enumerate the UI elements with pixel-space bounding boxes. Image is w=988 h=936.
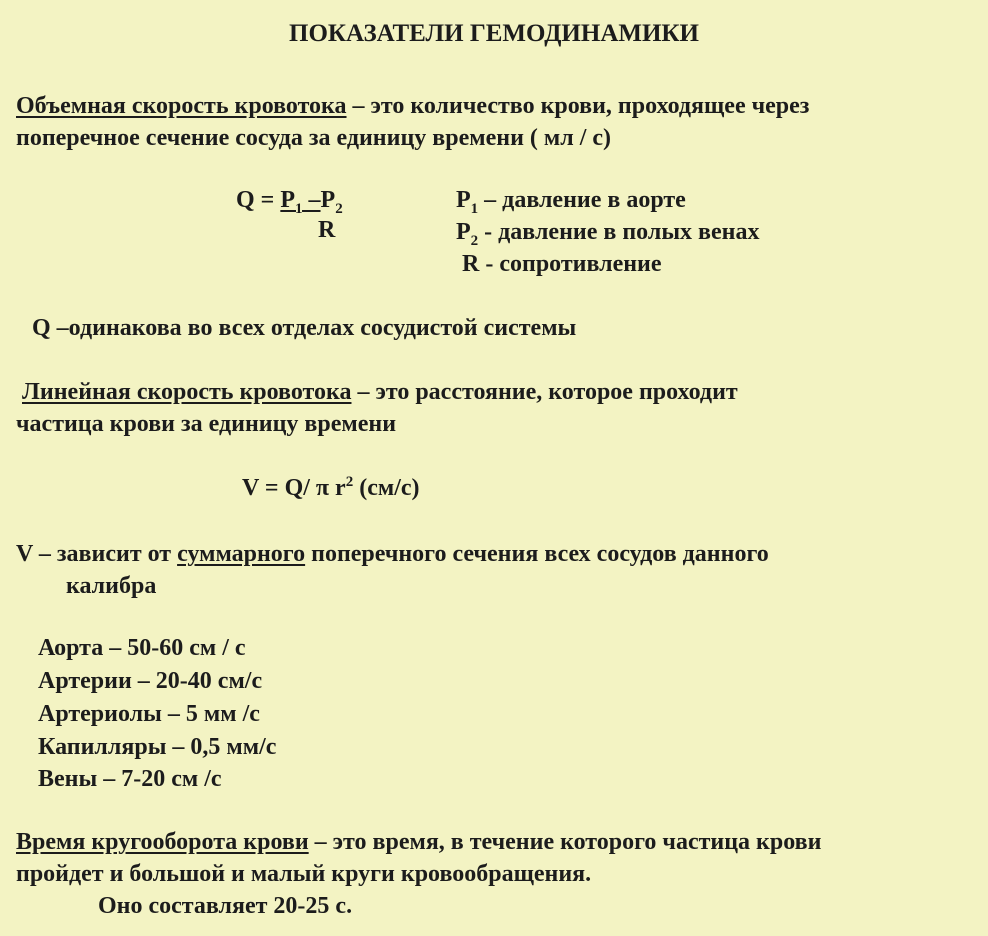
circulation-line3: Оно составляет 20-25 с. (98, 893, 353, 919)
v-note-before: V – зависит от (16, 541, 178, 567)
linear-def2: частица крови за единицу времени (16, 411, 397, 437)
v-note-line2: калибра (66, 573, 157, 599)
legend-p2-sub: 2 (470, 232, 479, 249)
formula-p2-sub: 2 (335, 200, 343, 217)
legend-p1 (456, 186, 686, 217)
speed-capillaries: Капилляры – 0,5 мм/с (38, 734, 277, 760)
circulation-term: Время кругооборота крови (16, 829, 309, 855)
legend-p1-sub: 1 (470, 200, 479, 217)
legend-r-sym: R (462, 251, 480, 277)
speed-aorta: Аорта – 50-60 см / с (38, 635, 246, 661)
circulation-line1 (16, 828, 821, 856)
linear-term: Линейная скорость кровотока (22, 379, 352, 405)
linear-definition-line1 (22, 378, 738, 406)
volumetric-def2: поперечное сечение сосуда за единицу времени ( мл / с) (16, 125, 612, 151)
volumetric-definition-line1 (16, 92, 809, 120)
legend-r (462, 250, 662, 278)
legend-p1-sym: P (456, 187, 471, 213)
formula-p1: P (280, 187, 296, 213)
formula-q-denominator: R (318, 217, 336, 243)
formula-q-lhs: Q = (236, 187, 281, 213)
circulation-def2: пройдет и большой и малый круги кровообращения. (16, 861, 592, 887)
formula-q-fraction-top (280, 186, 321, 217)
legend-p1-text: – давление в аорте (478, 187, 686, 213)
circulation-def1: – это время, в течение которого частица крови (308, 829, 822, 855)
page-title: ПОКАЗАТЕЛИ ГЕМОДИНАМИКИ (289, 20, 699, 47)
speed-arteries: Артерии – 20-40 см/с (38, 668, 263, 694)
legend-p2-sym: P (456, 219, 471, 245)
formula-v (242, 474, 420, 502)
legend-r-text: - сопротивление (479, 251, 662, 277)
formula-q-numerator (236, 186, 343, 217)
speed-veins: Вены – 7-20 см /с (38, 766, 222, 792)
linear-def1: – это расстояние, которое проходит (351, 379, 738, 405)
q-note: Q –одинакова во всех отделах сосудистой системы (32, 315, 577, 341)
volumetric-term: Объемная скорость кровотока (16, 93, 347, 119)
volumetric-def1: – это количество крови, проходящее через (346, 93, 810, 119)
formula-v-right: (см/с) (353, 475, 420, 501)
v-note-line1 (16, 540, 769, 568)
v-note-after: поперечного сечения всех сосудов данного (305, 541, 769, 567)
formula-p1-sub: 1 (295, 200, 303, 217)
speed-arterioles: Артериолы – 5 мм /с (38, 701, 260, 727)
formula-minus: – (302, 187, 321, 213)
formula-v-left: V = Q/ π r (242, 475, 346, 501)
v-note-underlined: суммарного (177, 541, 306, 567)
formula-v-sup: 2 (345, 474, 354, 490)
legend-p2 (456, 218, 760, 249)
formula-p2: P (320, 187, 336, 213)
legend-p2-text: - давление в полых венах (478, 219, 760, 245)
